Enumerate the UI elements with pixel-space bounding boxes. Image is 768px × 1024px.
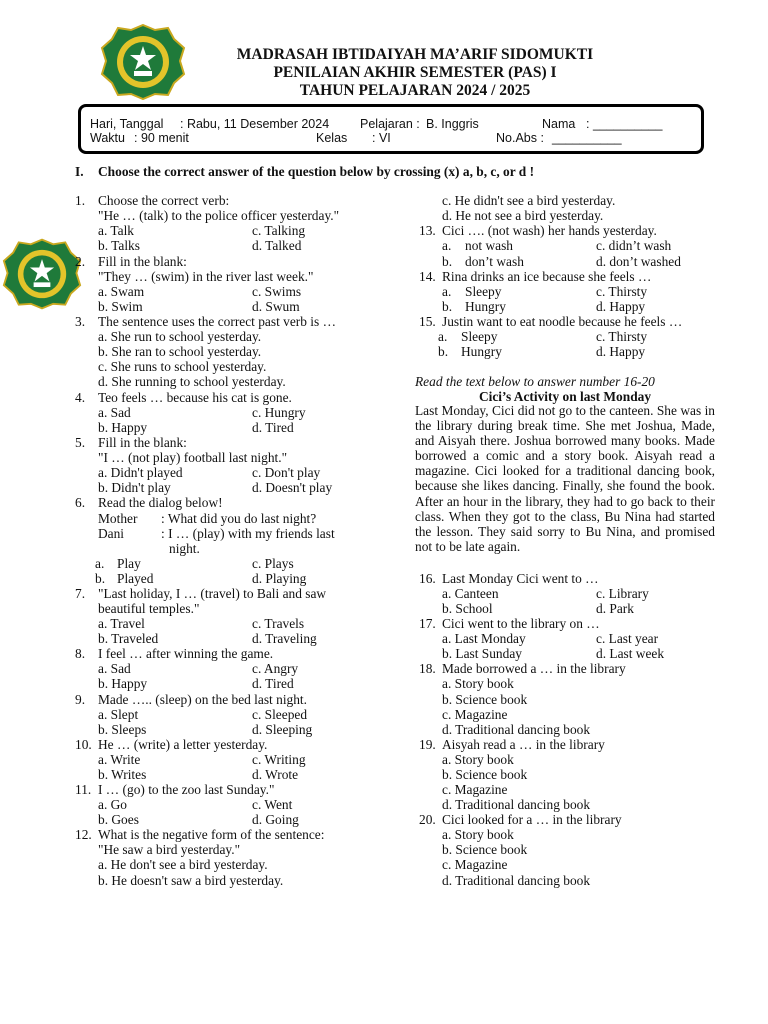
question-text: Rina drinks an ice because she feels … <box>442 269 652 284</box>
option-d: d. Traditional dancing book <box>442 873 591 888</box>
option-d: d. Swum <box>252 299 300 314</box>
option-d: d. He not see a bird yesterday. <box>442 208 604 223</box>
option-b: b. <box>438 344 449 359</box>
waktu-label: Waktu <box>90 131 125 145</box>
option-c: c. Don't play <box>252 465 321 480</box>
question-number: 19. <box>419 737 436 752</box>
exam-title: PENILAIAN AKHIR SEMESTER (PAS) I <box>273 64 557 81</box>
option-c: c. Hungry <box>252 405 306 420</box>
question-text: He … (write) a letter yesterday. <box>98 737 268 752</box>
question-number: 2. <box>75 254 86 269</box>
option-d: d. Tired <box>252 420 294 435</box>
option-a: a. Sad <box>98 405 131 420</box>
reading-title: Cici’s Activity on last Monday <box>478 389 652 404</box>
option-a: a. <box>442 238 452 253</box>
option-a: a. <box>95 556 105 571</box>
option-b: b. Traveled <box>98 631 159 646</box>
option-c: c. Magazine <box>442 707 508 722</box>
question-text: Fill in the blank: <box>98 435 187 450</box>
option-c: c. Plays <box>252 556 294 571</box>
option-a-text: Play <box>117 556 141 571</box>
option-b: b. Sleeps <box>98 722 147 737</box>
question-number: 15. <box>419 314 436 329</box>
option-c: c. Angry <box>252 661 299 676</box>
option-a-text: Sleepy <box>465 284 502 299</box>
option-d: d. Traditional dancing book <box>442 722 591 737</box>
question-text: Aisyah read a … in the library <box>442 737 605 752</box>
option-c: c. He didn't see a bird yesterday. <box>442 193 616 208</box>
question-number: 11. <box>75 782 92 797</box>
option-a: a. She run to school yesterday. <box>98 329 262 344</box>
option-c: c. Talking <box>252 223 306 238</box>
question-text: Choose the correct verb: <box>98 193 230 208</box>
section-number: I. <box>75 164 84 179</box>
option-b-text: Hungry <box>465 299 506 314</box>
question-text: Cici went to the library on … <box>442 616 600 631</box>
option-a: a. Talk <box>98 223 134 238</box>
option-c: c. Library <box>596 586 649 601</box>
option-b: b. Goes <box>98 812 139 827</box>
option-a: a. Go <box>98 797 128 812</box>
question-number: 7. <box>75 586 86 601</box>
option-c: c. She runs to school yesterday. <box>98 359 267 374</box>
option-b: b. She ran to school yesterday. <box>98 344 262 359</box>
question-text: "Last holiday, I … (travel) to Bali and saw <box>98 586 327 601</box>
question-number: 17. <box>419 616 436 631</box>
option-a: a. <box>442 284 452 299</box>
option-b: b. School <box>442 601 493 616</box>
question-sentence: "I … (not play) football last night." <box>98 450 288 465</box>
option-a: a. Canteen <box>442 586 499 601</box>
question-text: Last Monday Cici went to … <box>442 571 599 586</box>
waktu-value: : 90 menit <box>134 131 189 145</box>
dialog-line: : What did you do last night? <box>161 511 317 526</box>
option-c: c. Writing <box>252 752 306 767</box>
option-a-text: not wash <box>465 238 513 253</box>
option-b-text: Hungry <box>461 344 502 359</box>
question-text: The sentence uses the correct past verb is … <box>98 314 336 329</box>
option-a: a. Story book <box>442 752 514 767</box>
question-number: 14. <box>419 269 436 284</box>
option-a: a. Last Monday <box>442 631 526 646</box>
reading-passage: Last Monday, Cici did not go to the canteen. She was in the library during break time. She met Joshua, Made, and Aisyah there. Joshua borrowed many books. Made borrowed a comic and a story book. Aisyah read a magazine. Cici looked for a traditional dancing book, because she likes dancing. Finally, she found the book. After an hour in the library, they had to go back to their class. When they got to the class, Bu Nina had started the lesson. They said sorry to Bu Nina, and promised not to be late again. <box>415 403 715 554</box>
option-b: b. Swim <box>98 299 143 314</box>
question-number: 13. <box>419 223 436 238</box>
option-a: a. Didn't played <box>98 465 183 480</box>
question-text: Made borrowed a … in the library <box>442 661 626 676</box>
school-name: MADRASAH IBTIDAIYAH MA’ARIF SIDOMUKTI <box>236 46 594 63</box>
option-b: b. <box>442 299 453 314</box>
option-c: c. Travels <box>252 616 305 631</box>
option-d: d. Tired <box>252 676 294 691</box>
question-number: 4. <box>75 390 86 405</box>
option-a: a. Story book <box>442 676 514 691</box>
option-b: b. Happy <box>98 420 148 435</box>
option-d: d. She running to school yesterday. <box>98 374 286 389</box>
option-d: d. Going <box>252 812 299 827</box>
option-c: c. Went <box>252 797 293 812</box>
option-b: b. Science book <box>442 842 528 857</box>
question-number: 8. <box>75 646 86 661</box>
noabs-label: No.Abs : <box>496 131 544 145</box>
option-b: b. Writes <box>98 767 147 782</box>
question-text: Cici …. (not wash) her hands yesterday. <box>442 223 657 238</box>
school-logo-icon <box>2 238 82 310</box>
option-b: b. <box>95 571 106 586</box>
question-text: I … (go) to the zoo last Sunday." <box>98 782 275 797</box>
option-c: c. Last year <box>596 631 659 646</box>
question-number: 5. <box>75 435 86 450</box>
reading-instruction: Read the text below to answer number 16-20 <box>415 374 655 389</box>
option-b: b. Didn't play <box>98 480 171 495</box>
option-a: a. He don't see a bird yesterday. <box>98 857 268 872</box>
question-sentence: "He … (talk) to the police officer yesterday." <box>98 208 340 223</box>
option-d: d. Traditional dancing book <box>442 797 591 812</box>
option-b: b. Talks <box>98 238 140 253</box>
question-number: 10. <box>75 737 92 752</box>
kelas-label: Kelas <box>316 131 348 145</box>
nama-field: : __________ <box>586 117 663 131</box>
question-sentence: "They … (swim) in the river last week." <box>98 269 314 284</box>
academic-year: TAHUN PELAJARAN 2024 / 2025 <box>299 82 531 99</box>
option-a: a. Swam <box>98 284 145 299</box>
hari-label: Hari, Tanggal <box>90 117 164 131</box>
option-c: c. Thirsty <box>596 329 648 344</box>
question-text: Read the dialog below! <box>98 495 223 510</box>
option-d: d. Talked <box>252 238 302 253</box>
option-d: d. Happy <box>596 299 646 314</box>
option-a: a. Sad <box>98 661 131 676</box>
question-sentence: "He saw a bird yesterday." <box>98 842 241 857</box>
question-number: 20. <box>419 812 436 827</box>
dialog-speaker: Dani <box>98 526 125 541</box>
option-b-text: Played <box>117 571 154 586</box>
option-c: c. Thirsty <box>596 284 648 299</box>
option-b: b. <box>442 254 453 269</box>
option-d: d. Sleeping <box>252 722 313 737</box>
question-text: Made ….. (sleep) on the bed last night. <box>98 692 307 707</box>
dialog-speaker: Mother <box>98 511 138 526</box>
question-text-cont: beautiful temples." <box>98 601 200 616</box>
option-b: b. Science book <box>442 767 528 782</box>
option-c: c. didn’t wash <box>596 238 672 253</box>
section-instruction: Choose the correct answer of the question below by crossing (x) a, b, c, or d ! <box>98 164 535 179</box>
option-a: a. Travel <box>98 616 145 631</box>
option-d: d. Happy <box>596 344 646 359</box>
option-c: c. Swims <box>252 284 302 299</box>
option-a: a. Story book <box>442 827 514 842</box>
nama-label: Nama <box>542 117 576 131</box>
question-text: Justin want to eat noodle because he feels … <box>442 314 683 329</box>
pelajaran-value: B. Inggris <box>426 117 479 131</box>
question-number: 6. <box>75 495 86 510</box>
question-number: 16. <box>419 571 436 586</box>
question-text: Fill in the blank: <box>98 254 187 269</box>
option-b: b. Last Sunday <box>442 646 522 661</box>
option-b: b. He doesn't saw a bird yesterday. <box>98 873 284 888</box>
option-a: a. Slept <box>98 707 139 722</box>
option-d: d. Last week <box>596 646 665 661</box>
option-a-text: Sleepy <box>461 329 498 344</box>
dialog-line: night. <box>169 541 200 556</box>
question-number: 12. <box>75 827 92 842</box>
question-text: What is the negative form of the sentence: <box>98 827 325 842</box>
option-c: c. Magazine <box>442 857 508 872</box>
option-d: d. Park <box>596 601 634 616</box>
option-b: b. Happy <box>98 676 148 691</box>
kelas-value: : VI <box>372 131 391 145</box>
question-text: I feel … after winning the game. <box>98 646 274 661</box>
question-text: Cici looked for a … in the library <box>442 812 622 827</box>
question-number: 18. <box>419 661 436 676</box>
option-b: b. Science book <box>442 692 528 707</box>
question-number: 3. <box>75 314 86 329</box>
pelajaran-label: Pelajaran : <box>360 117 420 131</box>
option-b-text: don’t wash <box>465 254 524 269</box>
option-d: d. Playing <box>252 571 307 586</box>
noabs-field: __________ <box>552 131 622 145</box>
dialog-line: : I … (play) with my friends last <box>161 526 335 541</box>
hari-value: : Rabu, 11 Desember 2024 <box>180 117 330 131</box>
option-d: d. Wrote <box>252 767 299 782</box>
option-a: a. Write <box>98 752 141 767</box>
option-d: d. Doesn't play <box>252 480 333 495</box>
option-a: a. <box>438 329 448 344</box>
question-number: 9. <box>75 692 86 707</box>
option-c: c. Magazine <box>442 782 508 797</box>
option-c: c. Sleeped <box>252 707 308 722</box>
question-number: 1. <box>75 193 86 208</box>
question-text: Teo feels … because his cat is gone. <box>98 390 292 405</box>
option-d: d. Traveling <box>252 631 317 646</box>
option-d: d. don’t washed <box>596 254 681 269</box>
